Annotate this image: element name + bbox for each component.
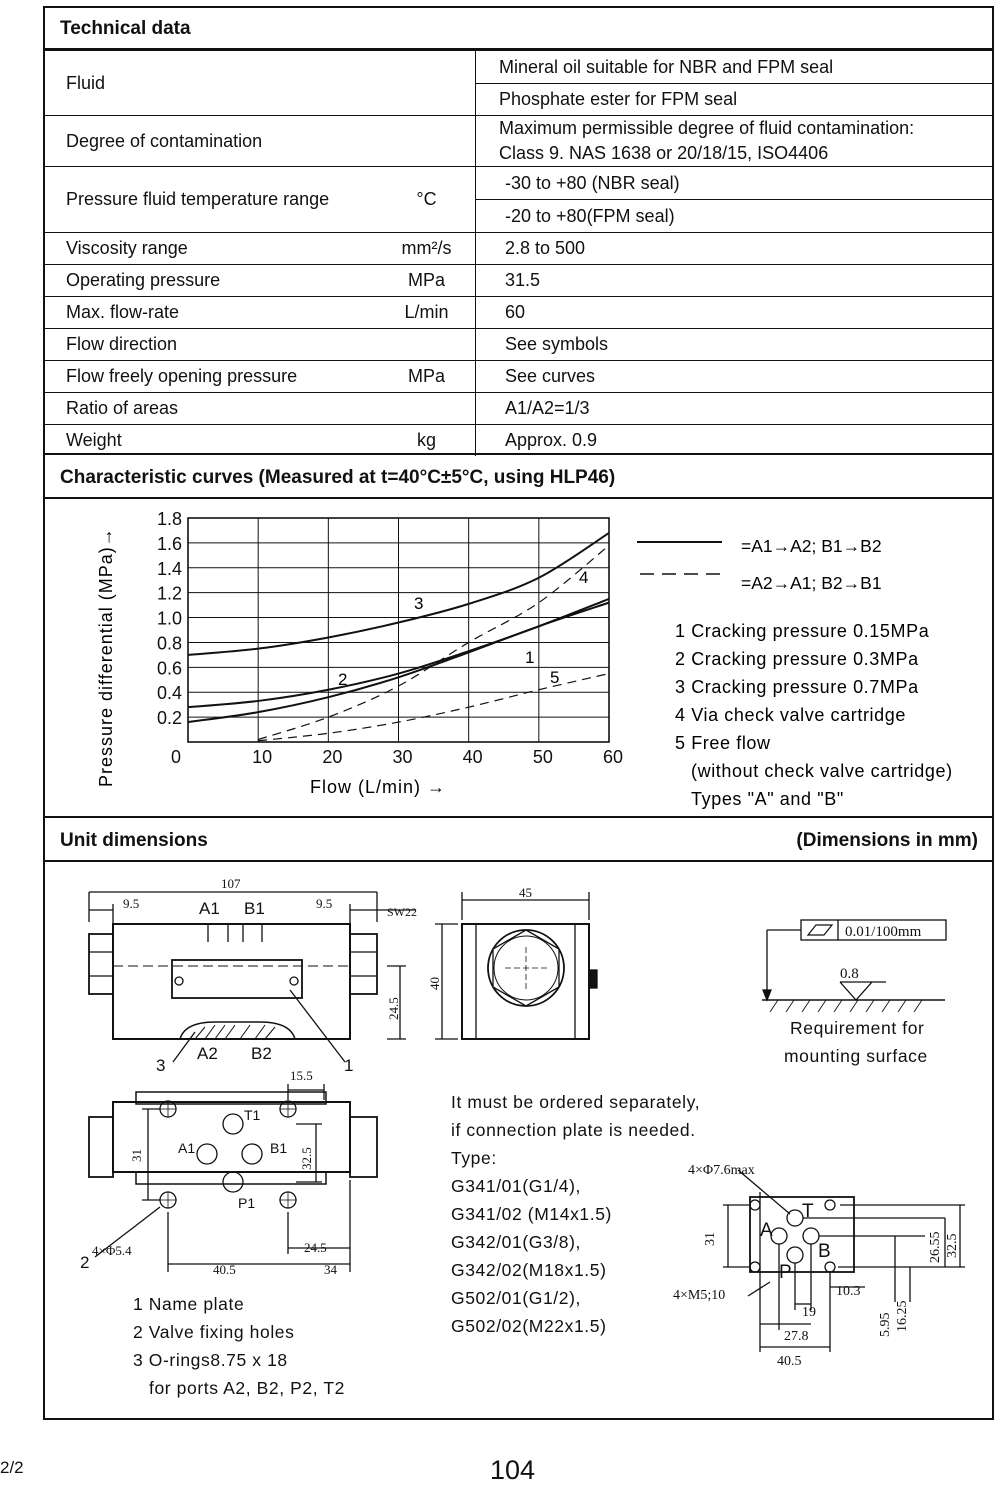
row-unit: mm²/s xyxy=(378,233,476,265)
plate-holes-7-6: 4×Φ7.6max xyxy=(688,1163,755,1178)
page-number: 104 xyxy=(490,1455,536,1485)
list-item: for ports A2, B2, P2, T2 xyxy=(149,1378,345,1398)
mounting-caption-2: mounting surface xyxy=(784,1046,928,1066)
row-label: Viscosity range xyxy=(45,233,378,265)
roughness-value: 0.8 xyxy=(840,966,859,982)
technical-data-table xyxy=(45,50,992,456)
row-unit xyxy=(378,51,476,116)
row-value: 2.8 to 500 xyxy=(476,233,993,265)
x-tick-label: 30 xyxy=(392,747,413,767)
plate-port-t: T xyxy=(802,1201,814,1222)
list-item: G342/01(G3/8), xyxy=(451,1232,581,1252)
row-label: Weight xyxy=(45,425,378,456)
note-7: Types "A" and "B" xyxy=(691,789,844,809)
row-label: Flow freely opening pressure xyxy=(45,361,378,393)
y-tick-label: 1.2 xyxy=(156,583,182,604)
row-label: Degree of contamination xyxy=(45,116,378,167)
port-a1: A1 xyxy=(199,899,220,918)
plate-dim-16-25: 16.25 xyxy=(895,1300,910,1332)
callout-1: 1 xyxy=(344,1056,354,1075)
dim-32-5: 32.5 xyxy=(299,1147,314,1170)
port-p1: P1 xyxy=(238,1195,256,1211)
plate-dim-40-5: 40.5 xyxy=(777,1354,802,1369)
row-unit xyxy=(378,116,476,167)
plate-dim-27-8: 27.8 xyxy=(784,1329,809,1344)
dimensions-title: Unit dimensions xyxy=(60,830,208,851)
list-item: G341/02 (M14x1.5) xyxy=(451,1204,612,1224)
plate-dim-19: 19 xyxy=(802,1305,816,1320)
curve-label-4: 4 xyxy=(579,568,589,587)
port-b1-bottom: B1 xyxy=(270,1140,288,1156)
list-item: G502/01(G1/2), xyxy=(451,1288,581,1308)
row-value: A1/A2=1/3 xyxy=(476,393,993,425)
list-item: It must be ordered separately, xyxy=(451,1092,701,1112)
dim-107: 107 xyxy=(221,876,241,891)
y-tick-label: 1.4 xyxy=(156,558,182,579)
row-value: See symbols xyxy=(476,329,993,361)
row-value: -30 to +80 (NBR seal) xyxy=(505,173,680,193)
plate-port-a: A xyxy=(760,1220,773,1241)
x-tick-label: 10 xyxy=(252,747,273,767)
y-tick-label: 0.4 xyxy=(156,683,182,704)
plate-dim-26-55: 26.55 xyxy=(928,1231,943,1263)
row-label: Operating pressure xyxy=(45,265,378,297)
list-item: 3 O-rings8.75 x 18 xyxy=(133,1350,288,1370)
parts-list xyxy=(133,1290,345,1402)
table-row xyxy=(45,425,992,456)
x-axis-label: Flow (L/min) → xyxy=(310,777,447,797)
plate-dim-31: 31 xyxy=(703,1232,718,1246)
technical-data-header xyxy=(43,6,994,50)
row-unit xyxy=(378,393,476,425)
row-value: Approx. 0.9 xyxy=(476,425,993,456)
list-item: 1 Name plate xyxy=(133,1294,245,1314)
dim-24-5: 24.5 xyxy=(386,997,401,1020)
y-tick-label: 1.8 xyxy=(156,509,182,529)
connection-plate xyxy=(673,1163,965,1369)
port-b1: B1 xyxy=(244,899,265,918)
dimensions-header xyxy=(43,816,994,862)
row-label: Ratio of areas xyxy=(45,393,378,425)
curve-label-3: 3 xyxy=(414,594,424,613)
dim-15-5: 15.5 xyxy=(290,1068,313,1083)
flatness-spec xyxy=(762,920,946,1066)
row-unit: MPa xyxy=(378,265,476,297)
table-row xyxy=(45,329,992,361)
row-value: Maximum permissible degree of fluid contamination: xyxy=(499,118,915,138)
table-row xyxy=(45,116,992,167)
plate-port-p: P xyxy=(779,1262,792,1283)
row-label: Fluid xyxy=(45,51,378,116)
row-label: Max. flow-rate xyxy=(45,297,378,329)
plate-threads-m5: 4×M5;10 xyxy=(673,1288,726,1303)
row-unit: °C xyxy=(378,167,476,233)
dim-sw22: SW22 xyxy=(387,905,417,919)
port-b2: B2 xyxy=(251,1044,272,1063)
x-tick-label: 40 xyxy=(462,747,483,767)
curve-label-2: 2 xyxy=(338,670,348,689)
plate-dim-5-95: 5.95 xyxy=(878,1312,893,1337)
curves-title: Characteristic curves (Measured at t=40°C±5°C, using HLP46) xyxy=(60,467,616,488)
page-of: 2/2 xyxy=(0,1458,24,1477)
x-tick-label: 50 xyxy=(532,747,553,767)
table-row xyxy=(45,167,992,233)
row-value: 31.5 xyxy=(476,265,993,297)
row-value: Phosphate ester for FPM seal xyxy=(476,83,992,115)
list-item: G342/02(M18x1.5) xyxy=(451,1260,607,1280)
y-axis-label: Pressure differential (MPa)→ xyxy=(96,527,116,787)
port-a2: A2 xyxy=(197,1044,218,1063)
row-value: 60 xyxy=(476,297,993,329)
technical-data-title: Technical data xyxy=(60,18,191,39)
port-t1: T1 xyxy=(244,1107,261,1123)
plate-port-b: B xyxy=(818,1241,831,1262)
side-view xyxy=(427,885,597,1039)
table-row xyxy=(45,265,992,297)
table-row xyxy=(45,51,992,116)
row-value: See curves xyxy=(476,361,993,393)
dim-holes-5-4: 4×Φ5.4 xyxy=(92,1243,132,1258)
table-row xyxy=(45,233,992,265)
list-item: G502/02(M22x1.5) xyxy=(451,1316,607,1336)
y-tick-label: 1.0 xyxy=(156,608,182,629)
curves-header xyxy=(43,453,994,499)
dim-24-5-bottom: 24.5 xyxy=(304,1240,327,1255)
list-item: G341/01(G1/4), xyxy=(451,1176,581,1196)
plate-dim-10-3: 10.3 xyxy=(836,1284,861,1299)
note-2: 2 Cracking pressure 0.3MPa xyxy=(675,649,919,669)
dim-9-5-left: 9.5 xyxy=(123,896,140,911)
bottom-view xyxy=(80,1068,377,1277)
legend-dashed-text: =A2→A1; B2→B1 xyxy=(741,573,882,593)
row-value: -20 to +80(FPM seal) xyxy=(476,199,992,232)
table-row xyxy=(45,393,992,425)
row-label: Flow direction xyxy=(45,329,378,361)
table-row xyxy=(45,297,992,329)
list-item: 2 Valve fixing holes xyxy=(133,1322,295,1342)
dimensions-subtitle: (Dimensions in mm) xyxy=(796,830,978,851)
row-unit xyxy=(378,329,476,361)
x-tick-label: 60 xyxy=(602,747,624,767)
y-tick-label: 0.2 xyxy=(156,708,182,729)
port-a1-bottom: A1 xyxy=(178,1140,196,1156)
note-5: 5 Free flow xyxy=(675,733,771,753)
dim-31: 31 xyxy=(129,1149,144,1162)
flatness-tolerance: 0.01/100mm xyxy=(845,924,922,940)
dim-40-5: 40.5 xyxy=(213,1262,236,1277)
y-tick-label: 0.6 xyxy=(156,658,182,679)
dim-34: 34 xyxy=(324,1262,337,1277)
row-value: Class 9. NAS 1638 or 20/18/15, ISO4406 xyxy=(499,143,829,163)
x-tick-label: 0 xyxy=(170,747,182,767)
callout-3: 3 xyxy=(156,1056,166,1075)
list-item: if connection plate is needed. xyxy=(451,1120,696,1140)
row-unit: kg xyxy=(378,425,476,456)
note-4: 4 Via check valve cartridge xyxy=(675,705,906,725)
list-item: Type: xyxy=(451,1148,497,1168)
plate-dim-32-5: 32.5 xyxy=(945,1233,960,1258)
y-tick-label: 1.6 xyxy=(156,533,182,554)
dim-9-5-right: 9.5 xyxy=(316,896,333,911)
table-row xyxy=(45,361,992,393)
mounting-caption-1: Requirement for xyxy=(790,1018,925,1038)
dim-45: 45 xyxy=(519,885,532,900)
curve-label-1: 1 xyxy=(525,648,535,667)
row-unit: L/min xyxy=(378,297,476,329)
x-tick-label: 20 xyxy=(322,747,343,767)
row-value: Mineral oil suitable for NBR and FPM seal xyxy=(499,57,834,77)
note-6: (without check valve cartridge) xyxy=(691,761,953,781)
row-label: Pressure fluid temperature range xyxy=(45,167,378,233)
note-3: 3 Cracking pressure 0.7MPa xyxy=(675,677,919,697)
curve-label-5: 5 xyxy=(550,668,560,687)
y-tick-label: 0.8 xyxy=(156,633,182,654)
callout-2: 2 xyxy=(80,1253,90,1272)
legend-solid-text: =A1→A2; B1→B2 xyxy=(741,536,882,556)
characteristic-chart xyxy=(0,500,1000,820)
front-view xyxy=(89,876,417,1075)
ordering-info xyxy=(451,1088,700,1340)
note-1: 1 Cracking pressure 0.15MPa xyxy=(675,621,930,641)
row-unit: MPa xyxy=(378,361,476,393)
dim-40: 40 xyxy=(427,977,442,990)
